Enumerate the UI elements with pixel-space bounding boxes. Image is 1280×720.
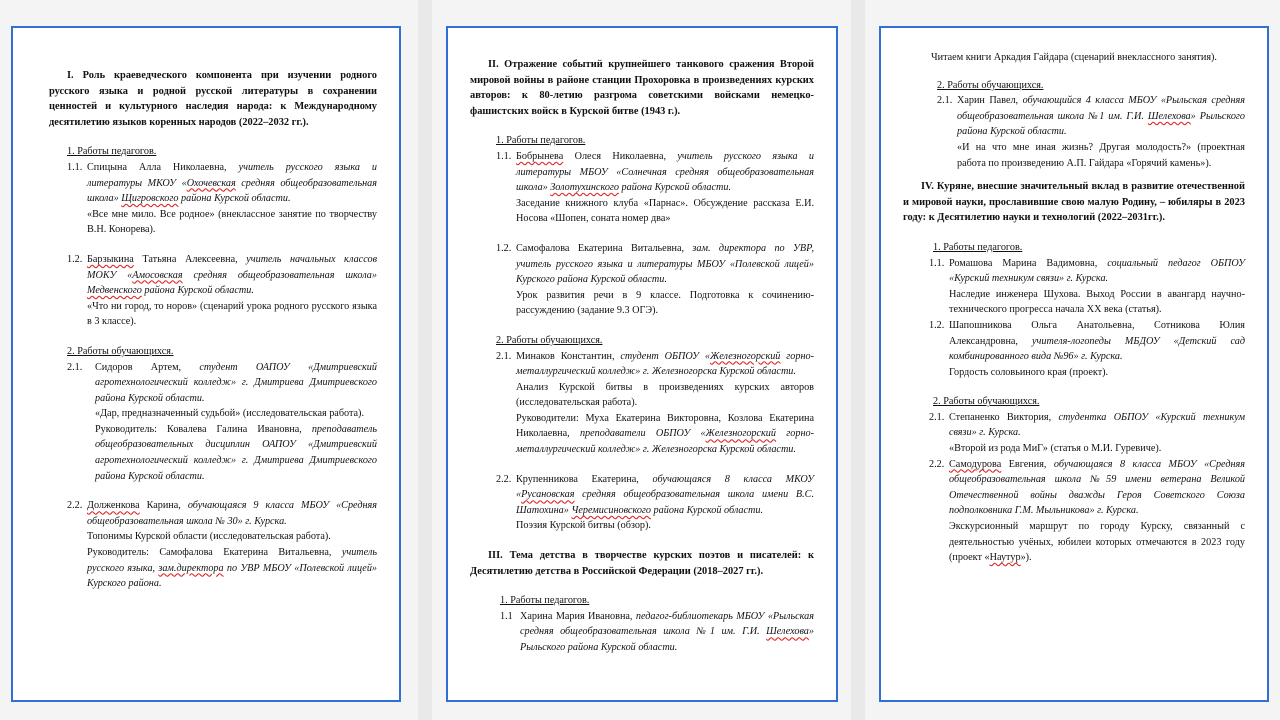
work-title: «Дар, предназначенный судьбой» (исследовательская работа). — [95, 408, 365, 420]
subsection-title: 1. Работы педагогов. — [496, 135, 586, 147]
list-item: 1.2. Шапошникова Ольга Анатольевна, Сотникова Юлия Александровна, учителя-логопеды МБДОУ «Детский сад комбинированного вида №96» г. Курска. Гордость соловьиного края (проект). — [929, 319, 1245, 378]
list-item: 2.2. Самодурова Евгения, обучающаяся 8 класса МБОУ «Средняя общеобразовательная школа №59 имени ветерана Великой Отечественной войны дважды Героя Советского Союза подполковника Г.М. Мыльникова» г. Курска. Экскурсионный маршрут по городу Курску, связанный с деятельностью учёных, юбилеи которых отмечаются в 2023 году (проект «Наутур»). — [929, 458, 1245, 564]
work-title: «Все мне мило. Все родное» (внеклассное занятие по творчеству В.Н. Конорева). — [87, 208, 377, 236]
list-item: 1.1 Харина Мария Ивановна, педагог-библиотекарь МБОУ «Рыльская средняя общеобразовательная школа №1 им. Г.И. Шелехова» Рыльского района Курской области. — [500, 610, 814, 653]
section-heading: III. Тема детства в творчестве курских поэтов и писателей: к Десятилетию детства в Российской Федерации (2018–2027 гг.). — [470, 550, 814, 577]
list-item: 2.1. Сидоров Артем, студент ОАПОУ «Дмитриевский агротехнологический колледж» г. Дмитриева Дмитриевского района Курской области. «Дар, предназначенный судьбой» (исследовательская работа). Руководитель: Ковалева Галина Ивановна, преподаватель общеобразовательных дисциплин ОАПОУ «Дмитриевский агротехнологический колледж» г. Дмитриева Дмитриевского района Курской области. — [67, 361, 377, 482]
section-heading: II. Отражение событий крупнейшего танкового сражения Второй мировой войны в районе станции Прохоровка в произведениях курских авторов: к 80-летию разгрома советскими войсками немецко-фашистских войск в Курской битве (1943 г.). — [470, 59, 814, 117]
subsection-title: 1. Работы педагогов. — [67, 146, 157, 158]
work-title: Топонимы Курской области (исследовательская работа). — [87, 531, 331, 543]
list-item: 2.1. Степаненко Виктория, студентка ОБПОУ «Курский техникум связи» г. Курска. «Второй из рода МиГ» (статья о М.И. Гуревиче). — [929, 411, 1245, 455]
work-title: Урок развития речи в 9 классе. Подготовка к сочинению-рассуждению (задание 9.3 ОГЭ). — [516, 289, 814, 317]
subsection-title: 2. Работы обучающихся. — [496, 334, 603, 346]
work-title: Читаем книги Аркадия Гайдара (сценарий внеклассного занятия). — [931, 52, 1217, 63]
subsection-title: 2. Работы обучающихся. — [933, 396, 1040, 408]
document-page-1 — [11, 26, 401, 702]
list-item: 1.1. Ромашова Марина Вадимовна, социальный педагог ОБПОУ «Курский техникум связи» г. Курска. Наследие инженера Шухова. Выход России в авангард научно-технического прогресса начала XX века (статья). — [929, 257, 1245, 316]
list-item: 2.2. Крупенникова Екатерина, обучающаяся 8 класса МКОУ «Русановская средняя общеобразовательная школа имени В.С. Шатохина» Черемисиновского района Курской области. Поэзия Курской битвы (обзор). — [496, 473, 814, 532]
subsection-title: 2. Работы обучающихся. — [67, 345, 174, 357]
list-item: 2.1. Минаков Константин, студент ОБПОУ «Железногорский горно-металлургический колледж» г. Железногорска Курской области. Анализ Курской битвы в произведениях курских авторов (исследовательская работа). Руководители: Муха Екатерина Викторовна, Козлова Екатерина Николаевна, преподаватели ОБПОУ «Железногорский горно-металлургический колледж» г. Железногорска Курской области. — [496, 350, 814, 456]
section-heading: IV. Куряне, внесшие значительный вклад в развитие отечественной и мировой науки, прославившие свою малую Родину, – юбиляры в 2023 году: к Десятилетию науки и технологий (2022–2031гг.). — [903, 181, 1245, 224]
work-title: «Второй из рода МиГ» (статья о М.И. Гуревиче). — [949, 443, 1162, 455]
work-title: Гордость соловьиного края (проект). — [949, 366, 1109, 378]
subsection-title: 2. Работы обучающихся. — [937, 79, 1044, 91]
list-item: 1.2. Самофалова Екатерина Витальевна, зам. директора по УВР, учитель русского языка и литературы МБОУ «Полевской лицей» Курского района Курской области. Урок развития речи в 9 классе. Подготовка к сочинению-рассуждению (задание 9.3 ОГЭ). — [496, 242, 814, 317]
page-gutter — [851, 0, 865, 720]
subsection-title: 1. Работы педагогов. — [500, 595, 590, 607]
list-item: 1.1. Бобрынева Олеся Николаевна, учитель русского языка и литературы МБОУ «Солнечная средняя общеобразовательная школа» Золотухинского района Курской области. Заседание книжного клуба «Парнас». Обсуждение рассказа Е.И. Носова «Шопен, соната номер два» — [496, 150, 814, 225]
list-item: 2.1. Харин Павел, обучающийся 4 класса МБОУ «Рыльская средняя общеобразовательная школа №1 им. Г.И. Шелехова» Рыльского района Курской области. «И на что мне иная жизнь? Другая молодость?» (проектная работа по произведению А.П. Гайдара «Горячий камень»). — [937, 95, 1245, 169]
list-item: 1.1. Спицына Алла Николаевна, учитель русского языка и литературы МКОУ «Охочевская средняя общеобразовательная школа» Щигровского района Курской области. «Все мне мило. Все родное» (внеклассное занятие по творчеству В.Н. Конорева). — [67, 161, 378, 236]
work-title: Наследие инженера Шухова. Выход России в авангард научно-технического прогресса начала XX века (статья). — [949, 288, 1245, 316]
page-gutter — [418, 0, 432, 720]
work-title: Поэзия Курской битвы (обзор). — [516, 520, 651, 532]
document-page-2 — [446, 26, 838, 702]
work-title: «И на что мне иная жизнь? Другая молодость?» (проектная работа по произведению А.П. Гайдара «Горячий камень»). — [957, 141, 1245, 169]
work-title: Анализ Курской битвы в произведениях курских авторов (исследовательская работа). — [516, 381, 814, 409]
work-title: «Что ни город, то норов» (сценарий урока родного русского языка в 3 классе). — [87, 300, 377, 328]
document-page-3 — [879, 26, 1269, 702]
list-item: 1.2. Барзыкина Татьяна Алексеевна, учитель начальных классов МОКУ «Амосовская средняя общеобразовательная школа» Медвенского района Курской области. «Что ни город, то норов» (сценарий урока родного русского языка в 3 классе). — [67, 253, 377, 328]
work-title: Заседание книжного клуба «Парнас». Обсуждение рассказа Е.И. Носова «Шопен, соната номер два» — [516, 197, 814, 225]
list-item: 2.2. Долженкова Карина, обучающаяся 9 класса МБОУ «Средняя общеобразовательная школа № 30» г. Курска. Топонимы Курской области (исследовательская работа). Руководитель: Самофалова Екатерина Витальевна, учитель русского языка, зам.директора по УВР МБОУ «Полевской лицей» Курского района. — [67, 500, 378, 590]
section-heading: I. Роль краеведческого компонента при изучении родного русского языка и родной русской литературы в сохранении ценностей и культурного наследия народа: к Международному десятилетию языков коренных народов (2022–2032 гг.). — [49, 70, 377, 128]
subsection-title: 1. Работы педагогов. — [933, 241, 1023, 253]
work-title: Экскурсионный маршрут по городу Курску, связанный с деятельностью учёных, юбилеи которых отмечаются в 2023 году (проект « — [949, 521, 1245, 564]
